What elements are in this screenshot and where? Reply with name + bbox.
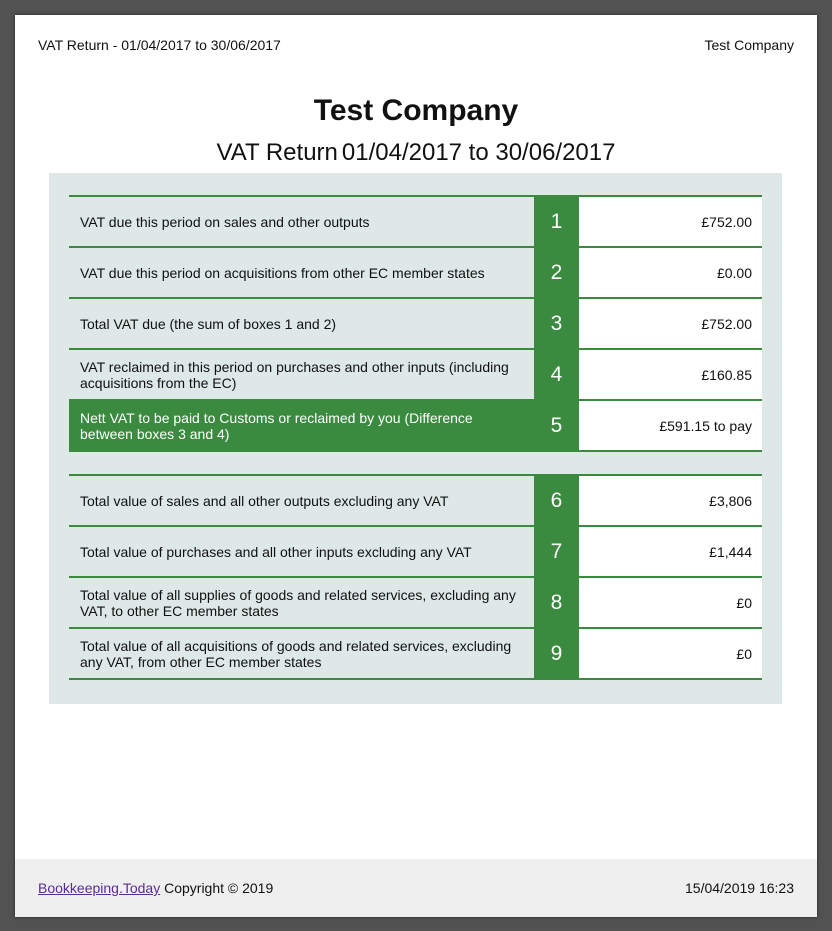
box-6-number: 6 <box>534 475 579 526</box>
vat-totals-table <box>69 474 762 680</box>
footer-credit <box>38 880 273 896</box>
vat-row-box-6 <box>69 475 762 526</box>
box-9-number: 9 <box>534 628 579 679</box>
box-1-number: 1 <box>534 196 579 247</box>
box-5-description: Nett VAT to be paid to Customs or reclaimed by you (Difference between boxes 3 and 4) <box>69 400 534 451</box>
print-page <box>15 15 817 917</box>
bookkeeping-today-link[interactable]: Bookkeeping.Today <box>38 880 161 896</box>
box-6-description: Total value of sales and all other outputs excluding any VAT <box>69 475 534 526</box>
vat-row-box-2 <box>69 247 762 298</box>
box-4-description: VAT reclaimed in this period on purchases and other inputs (including acquisitions from the EC) <box>69 349 534 400</box>
header-company: Test Company <box>704 37 794 53</box>
vat-row-box-5 <box>69 400 762 451</box>
vat-row-box-4 <box>69 349 762 400</box>
box-3-description: Total VAT due (the sum of boxes 1 and 2) <box>69 298 534 349</box>
box-7-description: Total value of purchases and all other inputs excluding any VAT <box>69 526 534 577</box>
page-footer <box>15 859 817 917</box>
box-7-number: 7 <box>534 526 579 577</box>
return-title-label: VAT Return <box>216 139 338 166</box>
box-4-number: 4 <box>534 349 579 400</box>
box-8-value: £0 <box>579 577 762 628</box>
page-header <box>38 37 794 53</box>
vat-row-box-1 <box>69 196 762 247</box>
box-8-number: 8 <box>534 577 579 628</box>
box-1-description: VAT due this period on sales and other outputs <box>69 196 534 247</box>
box-6-value: £3,806 <box>579 475 762 526</box>
vat-row-box-7 <box>69 526 762 577</box>
vat-row-box-3 <box>69 298 762 349</box>
vat-liability-table <box>69 195 762 452</box>
company-title: Test Company <box>313 94 519 127</box>
box-9-description: Total value of all acquisitions of goods and related services, excluding any VAT, from other EC member states <box>69 628 534 679</box>
vat-row-box-8 <box>69 577 762 628</box>
header-period: VAT Return - 01/04/2017 to 30/06/2017 <box>38 37 281 53</box>
vat-boxes-panel <box>49 173 782 704</box>
box-2-value: £0.00 <box>579 247 762 298</box>
box-3-number: 3 <box>534 298 579 349</box>
return-title <box>15 139 817 167</box>
return-title-period: 01/04/2017 to 30/06/2017 <box>341 139 616 166</box>
box-9-value: £0 <box>579 628 762 679</box>
box-2-number: 2 <box>534 247 579 298</box>
box-5-number: 5 <box>534 400 579 451</box>
box-5-value: £591.15 to pay <box>579 400 762 451</box>
box-1-value: £752.00 <box>579 196 762 247</box>
footer-copyright: Copyright © 2019 <box>164 880 274 896</box>
box-4-value: £160.85 <box>579 349 762 400</box>
box-8-description: Total value of all supplies of goods and related services, excluding any VAT, to other EC member states <box>69 577 534 628</box>
vat-row-box-9 <box>69 628 762 679</box>
box-2-description: VAT due this period on acquisitions from other EC member states <box>69 247 534 298</box>
footer-timestamp: 15/04/2019 16:23 <box>685 880 794 896</box>
box-7-value: £1,444 <box>579 526 762 577</box>
box-3-value: £752.00 <box>579 298 762 349</box>
